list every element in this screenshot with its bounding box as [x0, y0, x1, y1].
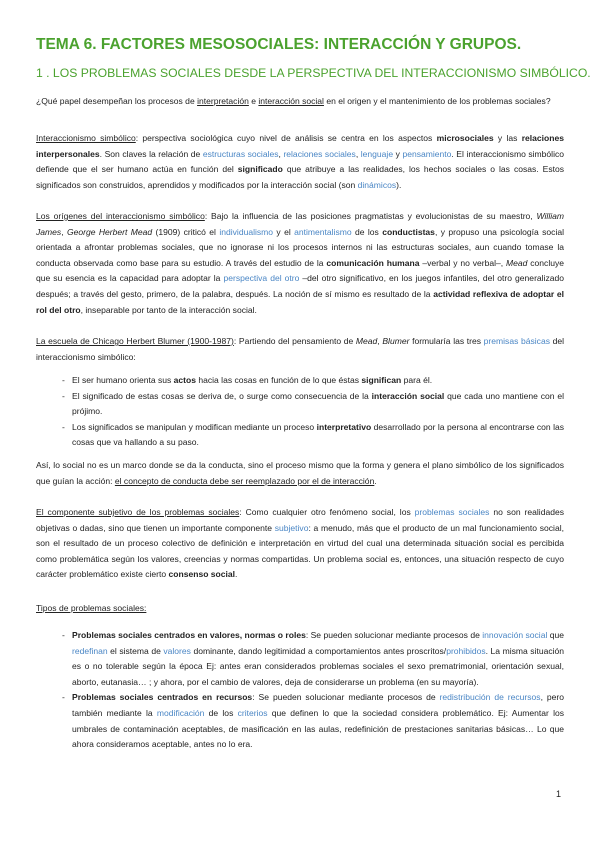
paragraph-interaccionismo: Interaccionismo simbólico: perspectiva sociológica cuyo nivel de análisis se centra en los aspectos microsociales y las relaciones interpersonales. Son claves la relación de estructuras sociales, relaciones sociales, lenguaje y pensamiento. El interaccionismo simbólico defiende que el ser humano actúa en función del significado que atribuye a las realidades, los hechos sociales o las cosas. Estos significados son construidos, aprendidos y modificados por la interacción social (son dinámicos).: [36, 133, 565, 190]
intro-question: ¿Qué papel desempeñan los procesos de interpretación e interacción social en el origen y el mantenimiento de los problemas sociales?: [36, 96, 551, 106]
paragraph-origenes: Los orígenes del interaccionismo simbólico: Bajo la influencia de las posiciones pragmatistas y evolucionistas de su maestro, William James, George Herbert Mead (1909) criticó el individualismo y el antimentalismo de los conductistas, y propuso una psicología social orientada a afrontar problemas sociales, que no ignorase ni los procesos internos ni las estructuras sociales, aun cuando tomase la conducta observada como base para su estudio. A través del estudio de la comunicación humana –verbal y no verbal–, Mead concluye que su esencia es la capacidad para adoptar la perspectiva del otro –del otro significativo, en los juegos infantiles, del otro generalizado después; a través del gesto, primero, de la palabra, después. La noción de sí mismo es resultado de la actividad reflexiva de adoptar el rol del otro, inseparable por tanto de la interacción social.: [36, 211, 564, 315]
list-item: - Problemas sociales centrados en recursos: Se pueden solucionar mediante procesos de redistribución de recursos, pero también mediante la modificación de los criterios que definen lo que la sociedad considera problemático. Ej: Aumentar los umbrales de contaminación aceptables, de masificación en las aulas, redefinición de prestaciones sanitarias básicas… Lo que ahora consideramos aceptable, antes no lo era.: [62, 692, 565, 750]
list-item: - Los significados se manipulan y modifican mediante un proceso interpretativo desarrollado por la persona al encontrarse con las cosas que va hallando a su paso.: [62, 421, 565, 448]
tipos-heading: Tipos de problemas sociales:: [36, 603, 147, 613]
list-item: - El significado de estas cosas se deriva de, o surge como consecuencia de la interacción social que cada uno mantiene con el prójimo.: [62, 390, 564, 417]
page-number: 1: [556, 789, 562, 799]
list-item: - El ser humano orienta sus actos hacia las cosas en función de lo que éstas significan para él.: [62, 375, 433, 385]
tipos-list: [36, 628, 564, 753]
page-title: TEMA 6. FACTORES MESOSOCIALES: INTERACCIÓN Y GRUPOS.: [36, 36, 522, 53]
list-item: - Problemas sociales centrados en valores, normas o roles: Se pueden solucionar mediante procesos de innovación social que redefinan el sistema de valores dominante, dando legitimidad a comportamientos antes proscritos/prohibidos. La misma situación es o no tolerable según la época Ej: antes eran considerados problemas sociales el sexo prematrimonial, orientación sexual, aborto, eutanasia… ; y ahora, por el cambio de valores, deja de considerarse un problema (en su mayoría).: [62, 630, 565, 687]
paragraph-componente-subjetivo: El componente subjetivo de los problemas sociales: Como cualquier otro fenómeno social, los problemas sociales no son realidades objetivas o dadas, sino que tienen un importante componente subjetivo: a menudo, más que el producto de un mal funcionamiento social, son el resultado de un proceso colectivo de definición e interpretación en virtud del cual una determinada situación social es percibida como problemática según los valores, creencias y normas compartidas. Un problema social es, entonces, una situación respecto de cuyo carácter problemático existe cierto consenso social.: [36, 507, 564, 580]
premisas-list: [36, 373, 564, 451]
paragraph-blumer: La escuela de Chicago Herbert Blumer (1900-1987): Partiendo del pensamiento de Mead, Blumer formularía las tres premisas básicas del interaccionismo simbólico:: [36, 336, 565, 362]
section-heading: 1 . LOS PROBLEMAS SOCIALES DESDE LA PERSPECTIVA DEL INTERACCIONISMO SIMBÓLICO.: [36, 66, 591, 80]
paragraph-asi: Así, lo social no es un marco donde se da la conducta, sino el proceso mismo que la forma y genera el plano simbólico de los significados que guían la acción: el concepto de conducta debe ser reemplazado por el de interacción.: [36, 460, 564, 486]
